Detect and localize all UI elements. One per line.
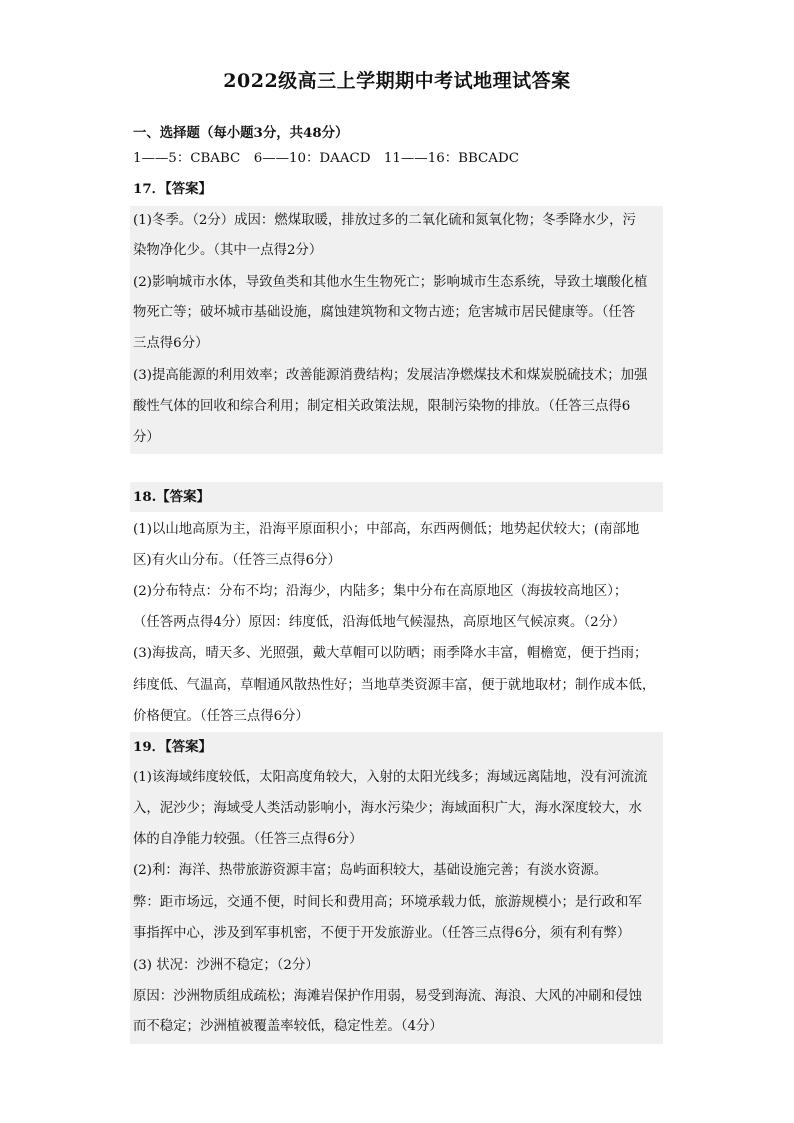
q18-line: 价格便宜。（任答三点得6分） [133, 709, 309, 724]
q18-line: (2)分布特点：分布不均；沿海少，内陆多；集中分布在高原地区（海拔较高地区）； [133, 584, 628, 599]
section1-heading: 一、选择题（每小题3分，共48分） [133, 125, 349, 141]
q19-line: 入，泥沙少；海域受人类活动影响小，海水污染少；海域面积广大，海水深度较大，水 [133, 801, 642, 816]
q19-line: (3) 状况：沙洲不稳定；（2分） [133, 958, 319, 973]
q19-line: 而不稳定；沙洲植被覆盖率较低，稳定性差。（4分） [133, 1019, 443, 1034]
q19-line: 体的自净能力较强。（任答三点得6分） [133, 832, 363, 847]
q19-line: 弊：距市场远，交通不便，时间长和费用高；环境承载力低，旅游规模小；是行政和军 [133, 895, 642, 910]
q19-heading: 19．【答案】 [133, 739, 212, 755]
q17-line: (3)提高能源的利用效率；改善能源消费结构；发展洁净燃煤技术和煤炭脱硫技术；加强 [133, 368, 648, 383]
q17-line: 三点得6分） [133, 336, 209, 351]
q19-answer-block [130, 732, 663, 1044]
q17-line: 物死亡等；破坏城市基础设施，腐蚀建筑物和文物古迹；危害城市居民健康等。（任答 [133, 305, 636, 320]
q17-line: 酸性气体的回收和综合利用；制定相关政策法规，限制污染物的排放。（任答三点得6 [133, 399, 631, 414]
q17-line: 染物净化少。（其中一点得2分） [133, 243, 323, 258]
q17-line: 分） [133, 430, 160, 445]
q18-line: (3)海拔高，晴天多、光照强，戴大草帽可以防晒；雨季降水丰富，帽檐宽，便于挡雨； [133, 646, 648, 661]
q19-line: 原因：沙洲物质组成疏松；海滩岩保护作用弱，易受到海流、海浪、大风的冲刷和侵蚀 [133, 989, 642, 1004]
q18-heading-band [130, 482, 663, 512]
q18-line: （任答两点得4分）原因：纬度低，沿海低地气候湿热，高原地区气候凉爽。（2分） [133, 615, 626, 630]
q19-line: 事指挥中心，涉及到军事机密，不便于开发旅游业。（任答三点得6分，须有利有弊） [133, 926, 631, 941]
q18-line: 区)有火山分布。（任答三点得6分） [133, 553, 341, 568]
q17-answer-block [130, 206, 663, 454]
choice-answers: 1——5：CBABC 6——10：DAACD 11——16：BBCADC [133, 151, 519, 166]
q18-line: (1)以山地高原为主，沿海平原面积小；中部高，东西两侧低；地势起伏较大；(南部地 [133, 522, 640, 537]
q18-line: 纬度低、气温高，草帽通风散热性好；当地草类资源丰富，便于就地取材；制作成本低， [133, 678, 656, 693]
page-title: 2022级高三上学期期中考试地理试答案 [223, 70, 571, 92]
q19-line: (2)利：海洋、热带旅游资源丰富；岛屿面积较大，基础设施完善；有淡水资源。 [133, 863, 608, 878]
q17-line: (2)影响城市水体，导致鱼类和其他水生生物死亡；影响城市生态系统，导致土壤酸化植 [133, 275, 648, 290]
q18-heading: 18.【答案】 [133, 489, 210, 505]
q17-heading: 17．【答案】 [133, 181, 212, 197]
q19-line: (1)该海域纬度较低，太阳高度角较大，入射的太阳光线多；海域远离陆地，没有河流流 [133, 770, 648, 785]
q17-line: (1)冬季。（2分）成因：燃煤取暖，排放过多的二氧化硫和氮氧化物；冬季降水少，污 [133, 213, 636, 228]
